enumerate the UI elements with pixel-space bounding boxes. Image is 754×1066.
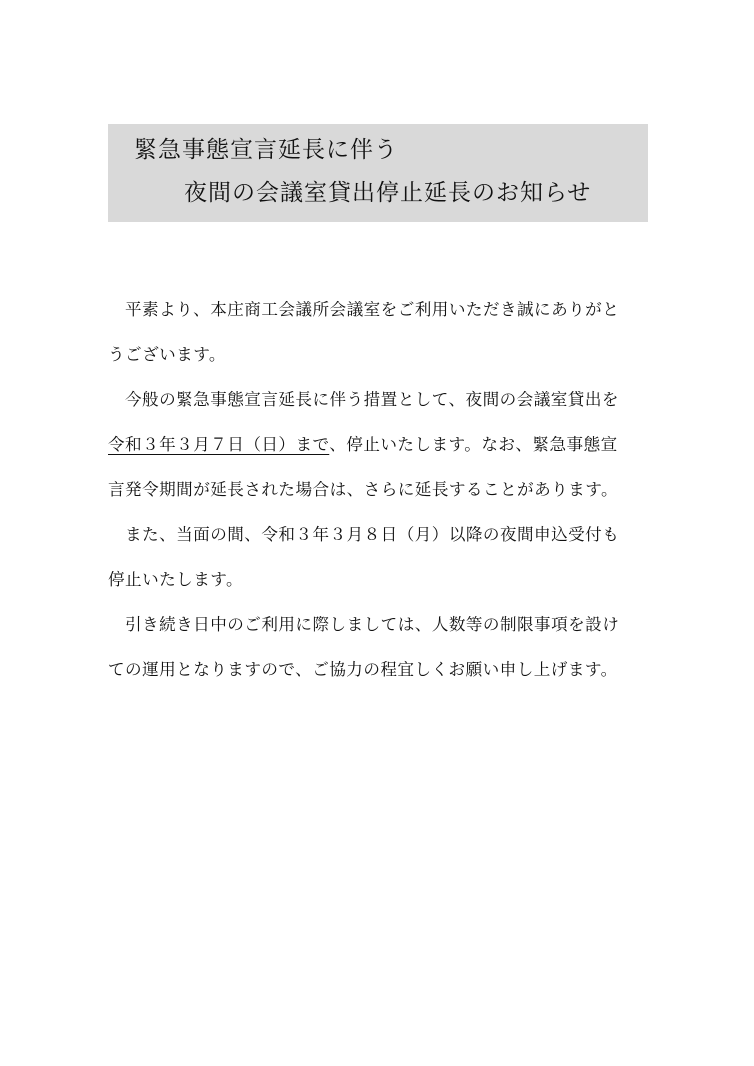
paragraph-line: 引き続き日中のご利用に際しましては、人数等の制限事項を設け <box>125 615 620 634</box>
paragraph-line: うございます。 <box>108 345 226 364</box>
paragraph-greeting <box>108 290 648 380</box>
paragraph-line: ての運用となりますので、ご協力の程宜しくお願い申し上げます。 <box>108 660 618 679</box>
paragraph-suspension <box>108 380 648 515</box>
paragraph-line: 停止いたします。 <box>108 570 244 589</box>
paragraph-line-with-date <box>108 425 648 470</box>
paragraph-line: 平素より、本庄商工会議所会議室をご利用いただき誠にありがと <box>125 300 620 319</box>
paragraph-line: 言発令期間が延長された場合は、さらに延長することがあります。 <box>108 480 618 499</box>
notice-body <box>108 290 648 695</box>
paragraph-line-text: 、停止いたします。なお、緊急事態宣 <box>329 435 618 454</box>
paragraph-daytime-use <box>108 605 648 695</box>
suspension-end-date: 令和３年３月７日（日）まで <box>108 435 330 454</box>
paragraph-line: 今般の緊急事態宣言延長に伴う措置として、夜間の会議室貸出を <box>125 390 619 409</box>
notice-title-line-2: 夜間の会議室貸出停止延長のお知らせ <box>184 180 592 206</box>
notice-title-line-1: 緊急事態宣言延長に伴う <box>134 137 398 163</box>
paragraph-reservations <box>108 515 648 605</box>
paragraph-line: また、当面の間、令和３年３月８日（月）以降の夜間申込受付も <box>125 525 620 544</box>
notice-title-box <box>108 124 648 222</box>
